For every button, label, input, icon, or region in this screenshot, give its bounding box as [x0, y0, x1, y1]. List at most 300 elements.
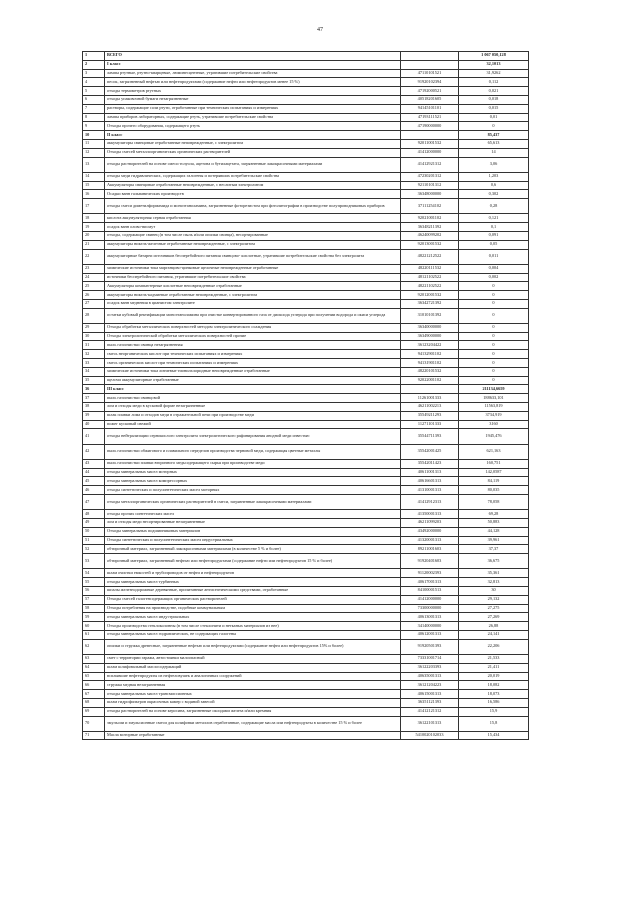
fkko-code: 84100001513: [401, 586, 459, 595]
fkko-code: 35542011423: [401, 459, 459, 468]
table-row: [83, 359, 529, 368]
waste-name: Аккумуляторы свинцовые отработанные неповрежденные, с неслитым электролитом: [105, 181, 401, 190]
waste-amount: 50,883: [459, 518, 529, 527]
table-row: [83, 663, 529, 672]
fkko-code: 36348211392: [401, 223, 459, 232]
table-row: [83, 172, 529, 181]
row-number: 29: [83, 323, 105, 332]
table-row: [83, 190, 529, 199]
waste-amount: 0,05: [459, 240, 529, 249]
table-row: [83, 299, 529, 308]
fkko-code: [401, 131, 459, 140]
row-number: 64: [83, 663, 105, 672]
waste-table-body: [83, 52, 529, 740]
row-number: 7: [83, 104, 105, 113]
fkko-code: 47110101521: [401, 69, 459, 78]
fkko-code: 46240099202: [401, 231, 459, 240]
waste-amount: 0: [459, 359, 529, 368]
table-row: [83, 249, 529, 264]
row-number: 59: [83, 613, 105, 622]
waste-name: отходы, содержащие свинец (в том числе пыль и/или опилки свинца), несортированные: [105, 231, 401, 240]
table-row: [83, 282, 529, 291]
table-row: [83, 199, 529, 214]
row-number: 55: [83, 578, 105, 587]
table-row: [83, 273, 529, 282]
waste-amount: 0,01: [459, 113, 529, 122]
waste-name: II класс: [105, 131, 401, 140]
waste-amount: 14: [459, 148, 529, 157]
fkko-code: 43492000000: [401, 527, 459, 536]
row-number: 33: [83, 359, 105, 368]
waste-amount: 0,121: [459, 214, 529, 223]
waste-amount: 0,302: [459, 190, 529, 199]
waste-name: отходы минеральных масел индустриальных: [105, 613, 401, 622]
waste-name: осадок ванн олово-висмут: [105, 223, 401, 232]
row-number: 4: [83, 78, 105, 87]
row-number: 71: [83, 731, 105, 740]
table-row: [83, 595, 529, 604]
fkko-code: 46211099203: [401, 518, 459, 527]
row-number: 13: [83, 157, 105, 172]
table-row: [83, 518, 529, 527]
fkko-code: 92013001532: [401, 240, 459, 249]
row-number: 57: [83, 595, 105, 604]
fkko-code: 47193111521: [401, 113, 459, 122]
row-number: 35: [83, 376, 105, 385]
table-row: [83, 731, 529, 740]
row-number: 23: [83, 264, 105, 273]
waste-amount: 3,06: [459, 157, 529, 172]
waste-amount: 27,269: [459, 613, 529, 622]
row-number: 67: [83, 690, 105, 699]
table-row: [83, 613, 529, 622]
fkko-code: 36122203393: [401, 663, 459, 672]
row-number: 63: [83, 654, 105, 663]
table-row: [83, 477, 529, 486]
waste-name: отходы смеси диметилформамида и моноэтаноламина, загрязненные фоторезистом при фотолитографии в производстве полупроводниковых приборов: [105, 199, 401, 214]
waste-name: эмульсии и эмульсионные смеси для шлифовки металлов отработанные, содержащие масла или нефтепродукты в количестве 15 % и более: [105, 716, 401, 731]
waste-name: шлам очистки емкостей и трубопроводов от нефти и нефтепродуктов: [105, 569, 401, 578]
waste-amount: 0,091: [459, 231, 529, 240]
fkko-code: 41412912313: [401, 495, 459, 510]
row-number: 6: [83, 95, 105, 104]
waste-name: растворы, содержащие соли ртути, отработанные при технических испытаниях и измерениях: [105, 104, 401, 113]
table-row: [83, 240, 529, 249]
waste-amount: 29,132: [459, 595, 529, 604]
waste-name: отходы упаковочной бумаги незагрязненные: [105, 95, 401, 104]
row-number: 12: [83, 148, 105, 157]
row-number: 21: [83, 240, 105, 249]
row-number: 58: [83, 604, 105, 613]
waste-amount: 21,533: [459, 654, 529, 663]
waste-amount: 18,073: [459, 690, 529, 699]
waste-amount: 0: [459, 323, 529, 332]
waste-name: отходы меди гидравлических, содержащих галогены и потерявших потребительские свойства: [105, 172, 401, 181]
table-row: [83, 122, 529, 131]
row-number: 68: [83, 698, 105, 707]
row-number: 5: [83, 87, 105, 96]
row-number: 10: [83, 131, 105, 140]
fkko-code: 35549211293: [401, 411, 459, 420]
fkko-code: 37111254102: [401, 199, 459, 214]
waste-amount: 160,751: [459, 459, 529, 468]
waste-name: Отходы электролитической обработки металлических поверхностей прочие: [105, 332, 401, 341]
waste-amount: 31,9262: [459, 69, 529, 78]
waste-name: аккумуляторные батареи источников бесперебойного питания свинцово- кислотные, утратившие потребительские свойства без электролита: [105, 249, 401, 264]
waste-amount: 0: [459, 376, 529, 385]
fkko-code: 89211001603: [401, 545, 459, 554]
table-row: [83, 403, 529, 412]
row-number: 30: [83, 332, 105, 341]
fkko-code: 11271101333: [401, 420, 459, 429]
fkko-code: [401, 60, 459, 69]
waste-name: кислота аккумуляторная серная отработанная: [105, 214, 401, 223]
row-number: 40: [83, 420, 105, 429]
fkko-code: 36123204422: [401, 341, 459, 350]
fkko-code: 41412000000: [401, 148, 459, 157]
fkko-code: 36348000000: [401, 190, 459, 199]
waste-name: обтирочный материал, загрязненный нефтью или нефтепродуктами (содержание нефти или нефтепродуктов 15 % и более): [105, 554, 401, 569]
waste-amount: 65,613: [459, 139, 529, 148]
table-row: [83, 78, 529, 87]
waste-name: Отходы прочего оборудования, содержащего ртуть: [105, 122, 401, 131]
waste-name: песок, загрязненный нефтью или нефтепродуктами (содержание нефти или нефтепродуктов менее 15 %): [105, 78, 401, 87]
table-row: [83, 332, 529, 341]
table-row: [83, 639, 529, 654]
fkko-code: 46211002213: [401, 403, 459, 412]
fkko-code: 92012001532: [401, 291, 459, 300]
waste-name: отходы минеральных масел турбинных: [105, 578, 401, 587]
waste-name: отходы минеральных масел гидравлических, не содержащих галогены: [105, 630, 401, 639]
table-row: [83, 459, 529, 468]
row-number: 31: [83, 341, 105, 350]
waste-amount: 1 067 050,128: [459, 52, 529, 61]
table-row: [83, 578, 529, 587]
waste-name: лампы ртутные, ртутно-кварцевые, люминесцентные, утратившие потребительские свойства: [105, 69, 401, 78]
row-number: 34: [83, 367, 105, 376]
waste-name: отходы прочих синтетических масел: [105, 510, 401, 519]
table-row: [83, 231, 529, 240]
waste-amount: 37,37: [459, 545, 529, 554]
row-number: 44: [83, 468, 105, 477]
fkko-code: 36342721392: [401, 299, 459, 308]
fkko-code: 35542001425: [401, 444, 459, 459]
row-number: 51: [83, 536, 105, 545]
waste-amount: 84,119: [459, 477, 529, 486]
table-row: [83, 148, 529, 157]
fkko-code: 94132901102: [401, 350, 459, 359]
table-row: [83, 545, 529, 554]
fkko-code: 94145101101: [401, 104, 459, 113]
waste-name: всплывшие нефтепродукты из нефтеловушек и аналогичных сооружений: [105, 672, 401, 681]
row-number: 37: [83, 394, 105, 403]
fkko-code: 35544711393: [401, 429, 459, 444]
row-number: 20: [83, 231, 105, 240]
fkko-code: 40635001313: [401, 672, 459, 681]
waste-amount: 1945,476: [459, 429, 529, 444]
table-row: [83, 69, 529, 78]
fkko-code: 92022001102: [401, 376, 459, 385]
waste-amount: 27,275: [459, 604, 529, 613]
table-row: [83, 95, 529, 104]
table-row: [83, 622, 529, 631]
waste-amount: 621,163: [459, 444, 529, 459]
fkko-code: 47190000000: [401, 122, 459, 131]
waste-name: отходы синтетических и полусинтетических масел моторных: [105, 486, 401, 495]
waste-amount: 0: [459, 308, 529, 323]
fkko-code: 41320001313: [401, 536, 459, 545]
waste-amount: 0: [459, 350, 529, 359]
fkko-code: 47192000521: [401, 87, 459, 96]
waste-name: опилки и стружка древесные, загрязненные нефтью или нефтепродуктами (содержание нефти или нефтепродуктов 15% и более): [105, 639, 401, 654]
row-number: 49: [83, 518, 105, 527]
waste-amount: 0,004: [459, 264, 529, 273]
table-row: [83, 586, 529, 595]
table-row: [83, 698, 529, 707]
waste-amount: 15,434: [459, 731, 529, 740]
table-row: [83, 690, 529, 699]
waste-amount: 0: [459, 122, 529, 131]
fkko-code: 94131901102: [401, 359, 459, 368]
row-number: 15: [83, 181, 105, 190]
waste-name: смесь органических кислот при технических испытаниях и измерениях: [105, 359, 401, 368]
table-row: [83, 604, 529, 613]
fkko-code: [401, 385, 459, 394]
waste-amount: 188633,101: [459, 394, 529, 403]
waste-name: смет с территории гаража, автостоянки малоопасный: [105, 654, 401, 663]
row-number: 65: [83, 672, 105, 681]
waste-amount: 35,361: [459, 569, 529, 578]
waste-name: Отходы смесей металлоорганических органических растворителей: [105, 148, 401, 157]
row-number: 26: [83, 291, 105, 300]
table-row: [83, 554, 529, 569]
row-number: 25: [83, 282, 105, 291]
row-number: 1: [83, 52, 105, 61]
waste-amount: 11563,819: [459, 403, 529, 412]
waste-name: щелочи аккумуляторные отработанные: [105, 376, 401, 385]
table-row: [83, 223, 529, 232]
row-number: 50: [83, 527, 105, 536]
row-number: 42: [83, 444, 105, 459]
row-number: 22: [83, 249, 105, 264]
table-row: [83, 291, 529, 300]
waste-name: отходы растворителей на основе смеси толуола, ацетона и бутилацетата, загрязненные лакокрасочными материалами: [105, 157, 401, 172]
waste-amount: 0,28: [459, 199, 529, 214]
fkko-code: 48220111532: [401, 264, 459, 273]
fkko-code: 92110101312: [401, 181, 459, 190]
table-row: [83, 536, 529, 545]
row-number: 43: [83, 459, 105, 468]
waste-name: смесь неорганических кислот при технических испытаниях и измерениях: [105, 350, 401, 359]
fkko-code: 47230201312: [401, 172, 459, 181]
row-number: 16: [83, 190, 105, 199]
fkko-code: 40612001313: [401, 630, 459, 639]
waste-amount: 0,011: [459, 249, 529, 264]
row-number: 14: [83, 172, 105, 181]
waste-amount: 3160: [459, 420, 529, 429]
waste-amount: 15,8: [459, 716, 529, 731]
waste-amount: 69,28: [459, 510, 529, 519]
row-number: 19: [83, 223, 105, 232]
waste-name: пыль газоочистки свинца незагрязненная: [105, 341, 401, 350]
row-number: 48: [83, 510, 105, 519]
waste-name: отходы растворителей на основе керосина, загрязненные оксидами железа и/или кремния: [105, 707, 401, 716]
waste-name: Отходы производства стеклоколонны (в том числе стеклонити и нетканых материалов из нее): [105, 622, 401, 631]
fkko-code: 40613001313: [401, 613, 459, 622]
row-number: 52: [83, 545, 105, 554]
table-row: [83, 308, 529, 323]
waste-name: стружка медная незагрязненная: [105, 681, 401, 690]
fkko-code: 41412000000: [401, 595, 459, 604]
row-number: 41: [83, 429, 105, 444]
table-row: [83, 394, 529, 403]
table-row: [83, 376, 529, 385]
waste-amount: 32,813: [459, 578, 529, 587]
waste-name: химические источники тока литиевые тионилхлоридные неповрежденные отработанные: [105, 367, 401, 376]
table-row: [83, 510, 529, 519]
table-row: [83, 681, 529, 690]
waste-amount: 0,018: [459, 95, 529, 104]
table-row: [83, 420, 529, 429]
fkko-code: 48220101532: [401, 367, 459, 376]
waste-amount: 142,0587: [459, 468, 529, 477]
row-number: 38: [83, 403, 105, 412]
row-number: 9: [83, 122, 105, 131]
fkko-code: 36121204223: [401, 681, 459, 690]
table-row: [83, 52, 529, 61]
waste-name: пыль газоочистки плавки вторичного медьсодержащего сырья при производстве меди: [105, 459, 401, 468]
table-row: [83, 444, 529, 459]
table-row: [83, 104, 529, 113]
waste-name: отходы термометров ртутных: [105, 87, 401, 96]
row-number: 28: [83, 308, 105, 323]
fkko-code: 73300000000: [401, 604, 459, 613]
fkko-code: 92011001532: [401, 139, 459, 148]
fkko-code: 41412121312: [401, 707, 459, 716]
fkko-code: 40617001313: [401, 578, 459, 587]
waste-name: отходы металлорганических органических растворителей в смеси, загрязненные лакокрасочными материалами: [105, 495, 401, 510]
waste-name: аккумуляторы никель-кадмиевые отработанные неповрежденные, с электролитом: [105, 291, 401, 300]
table-row: [83, 131, 529, 140]
waste-amount: 0: [459, 282, 529, 291]
table-row: [83, 350, 529, 359]
fkko-code: 41350001313: [401, 510, 459, 519]
waste-name: Масла моторные отработанные: [105, 731, 401, 740]
fkko-code: 36351121393: [401, 698, 459, 707]
table-row: [83, 468, 529, 477]
waste-amount: 0: [459, 291, 529, 300]
fkko-code: 40615001313: [401, 690, 459, 699]
row-number: 3: [83, 69, 105, 78]
fkko-code: 11261001333: [401, 394, 459, 403]
row-number: 2: [83, 60, 105, 69]
fkko-code: 48121102522: [401, 273, 459, 282]
row-number: 36: [83, 385, 105, 394]
waste-amount: 32,1013: [459, 60, 529, 69]
row-number: 66: [83, 681, 105, 690]
table-row: [83, 323, 529, 332]
fkko-code: 41310001313: [401, 486, 459, 495]
waste-name: пыль газоочистки обжигового и плавильного переделов производства черновой меди, содержащая цветные металлы: [105, 444, 401, 459]
fkko-code: 36340000000: [401, 323, 459, 332]
table-row: [83, 181, 529, 190]
waste-name: шлам гидрофильтров окрасочных камер с водяной завесой: [105, 698, 401, 707]
waste-amount: 211134,6659: [459, 385, 529, 394]
waste-name: осадок ванн меднения в цианистом электролите: [105, 299, 401, 308]
row-number: 62: [83, 639, 105, 654]
row-number: 53: [83, 554, 105, 569]
waste-amount: 30: [459, 586, 529, 595]
waste-name: аккумуляторы свинцовые отработанные неповрежденные, с электролитом: [105, 139, 401, 148]
waste-name: лампы приборов лабораторных, содержащие ртуть, утратившие потребительские свойства: [105, 113, 401, 122]
waste-amount: 3734,919: [459, 411, 529, 420]
waste-amount: 20,019: [459, 672, 529, 681]
waste-name: Аккумуляторы компьютерные кислотные неповрежденные отработанные: [105, 282, 401, 291]
fkko-code: 40611001313: [401, 468, 459, 477]
row-number: 56: [83, 586, 105, 595]
fkko-code: 31010101392: [401, 308, 459, 323]
row-number: 32: [83, 350, 105, 359]
table-row: [83, 214, 529, 223]
table-row: [83, 113, 529, 122]
waste-name: отходы нейтрализации сернокислого электролита электролитического рафинирования анодной меди известью: [105, 429, 401, 444]
waste-amount: 44,128: [459, 527, 529, 536]
table-row: [83, 157, 529, 172]
table-row: [83, 527, 529, 536]
waste-name: I класс: [105, 60, 401, 69]
waste-name: отходы минеральных масел моторных: [105, 468, 401, 477]
fkko-code: 40616601313: [401, 477, 459, 486]
fkko-code: 73331001714: [401, 654, 459, 663]
waste-name: шлам шлифовальный маслосодержащий: [105, 663, 401, 672]
waste-name: пыль газоочистки свинцовой: [105, 394, 401, 403]
table-row: [83, 495, 529, 510]
table-row: [83, 569, 529, 578]
waste-name: источники бесперебойного питания, утратившие потребительские свойства: [105, 273, 401, 282]
fkko-code: 91920501393: [401, 639, 459, 654]
waste-name: III класс: [105, 385, 401, 394]
row-number: 39: [83, 411, 105, 420]
table-row: [83, 672, 529, 681]
waste-name: шпалы железнодорожные деревянные, пропитанные антисептическими средствами, отработанные: [105, 586, 401, 595]
row-number: 61: [83, 630, 105, 639]
page-number: 47: [317, 27, 323, 33]
waste-name: шлак плавки лома и отходов меди в отражательной печи при производстве меди: [105, 411, 401, 420]
table-row: [83, 367, 529, 376]
fkko-code: 91920401603: [401, 554, 459, 569]
waste-amount: 0,002: [459, 273, 529, 282]
row-number: 27: [83, 299, 105, 308]
waste-amount: 0: [459, 332, 529, 341]
waste-amount: 21,411: [459, 663, 529, 672]
table-row: [83, 341, 529, 350]
waste-amount: 36,675: [459, 554, 529, 569]
table-row: [83, 654, 529, 663]
table-row: [83, 139, 529, 148]
waste-amount: 80,035: [459, 486, 529, 495]
waste-amount: 0,112: [459, 78, 529, 87]
table-row: [83, 60, 529, 69]
waste-name: ВСЕГО: [105, 52, 401, 61]
fkko-code: 48221102522: [401, 282, 459, 291]
fkko-code: 34140000000: [401, 622, 459, 631]
waste-amount: 0,015: [459, 104, 529, 113]
row-number: 54: [83, 569, 105, 578]
row-number: 8: [83, 113, 105, 122]
waste-amount: 18,082: [459, 681, 529, 690]
waste-name: химические источники тока марганцово-цинковые щелочные неповрежденные отработанные: [105, 264, 401, 273]
waste-amount: 0: [459, 341, 529, 350]
